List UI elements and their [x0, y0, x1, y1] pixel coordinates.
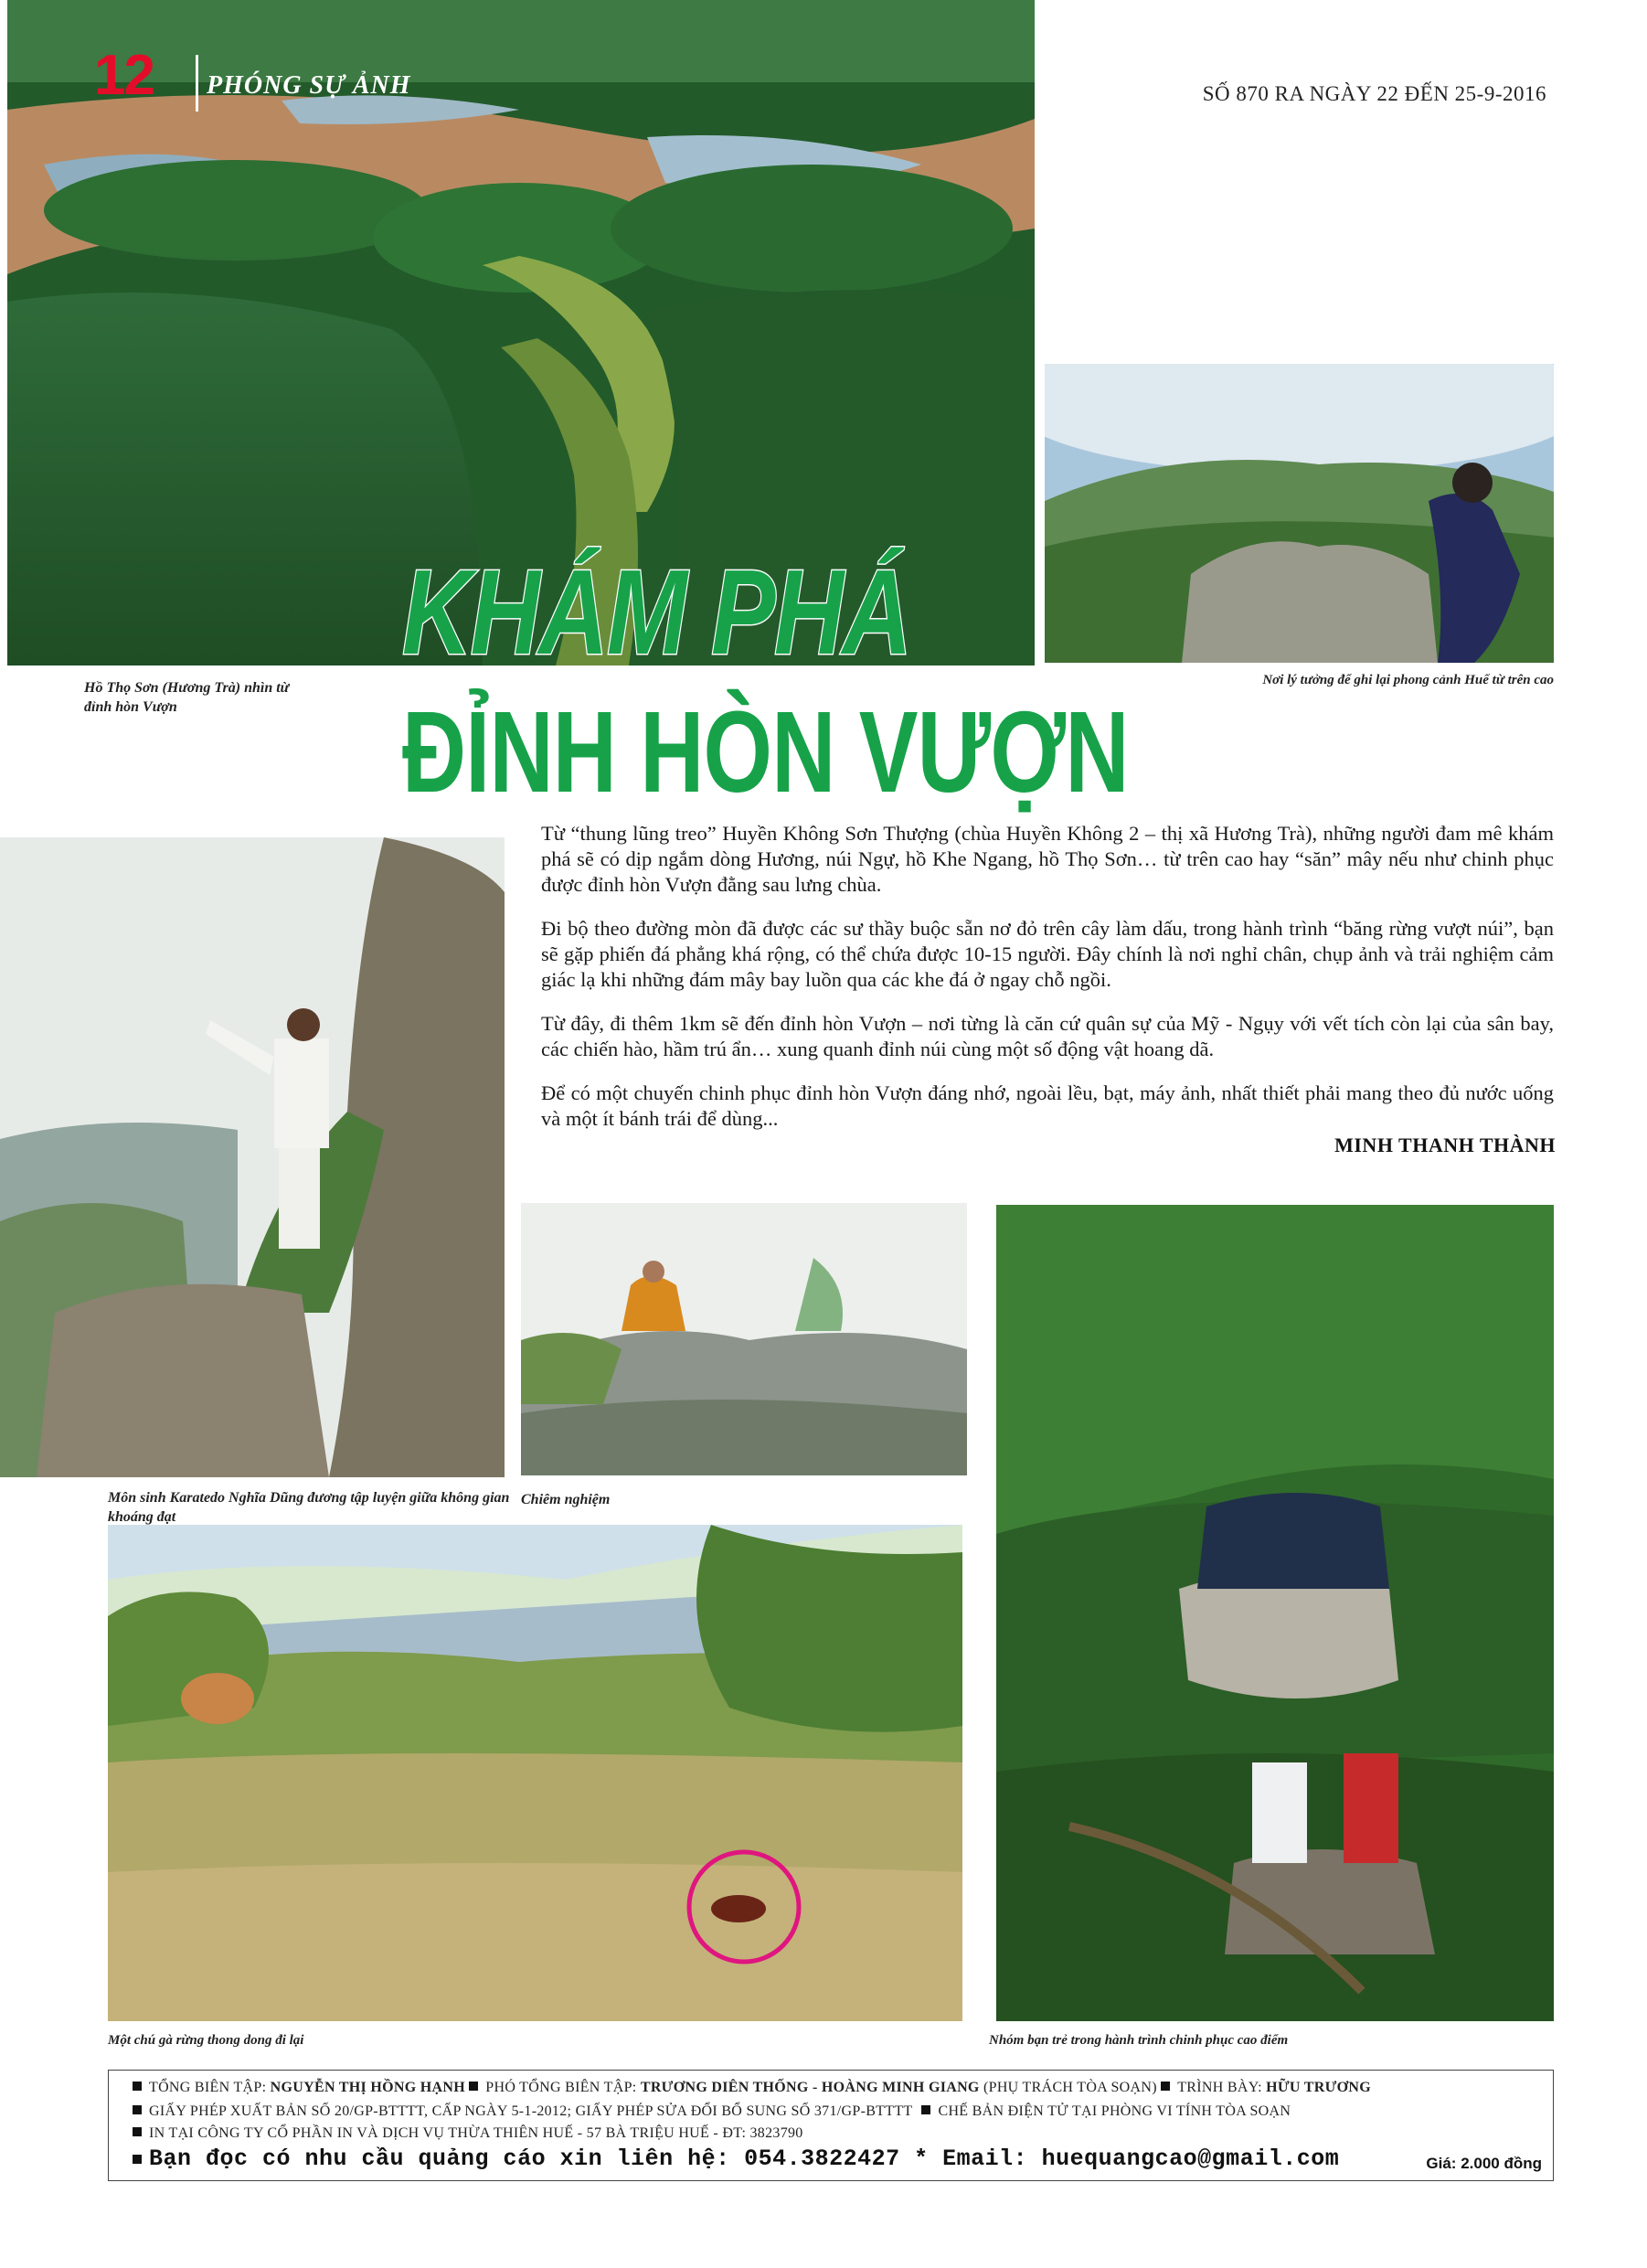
page-number: 12 [94, 44, 154, 107]
photographer-photo [1045, 364, 1554, 663]
bullet-square [133, 2105, 142, 2114]
label-deputy-editor: PHÓ TỔNG BIÊN TẬP: [485, 2080, 637, 2095]
caption-chicken: Một chú gà rừng thong dong đi lại [108, 2033, 304, 2048]
bullet-square [133, 2082, 142, 2091]
chicken-photo [108, 1525, 962, 2021]
bullet-square [133, 2127, 142, 2136]
price: Giá: 2.000 đồng [1426, 2155, 1542, 2172]
article-body [541, 821, 1554, 1150]
caption-karate: Môn sinh Karatedo Nghĩa Dũng đương tập luyện giữa không gian khoáng đạt [108, 1490, 510, 1525]
bullet-square [469, 2082, 478, 2091]
issue-info: SỐ 870 RA NGÀY 22 ĐẾN 25-9-2016 [1202, 82, 1546, 105]
author: MINH THANH THÀNH [1334, 1134, 1556, 1156]
label-editor-in-chief: TỔNG BIÊN TẬP: [149, 2080, 267, 2095]
article-paragraph: Từ đây, đi thêm 1km sẽ đến đỉnh hòn Vượn – nơi từng là căn cứ quân sự của Mỹ - Ngụy với vết tích còn lại của sân bay, các chiến hào, hầm trú ẩn… xung quanh đỉnh núi cùng một số động vật hoang dã. [541, 1012, 1554, 1060]
group-photo [996, 1205, 1554, 2021]
layout-designer: HỮU TRƯƠNG [1266, 2080, 1371, 2095]
ad-contact-text: Bạn đọc có nhu cầu quảng cáo xin liên hệ: 054.3822427 * Email: huequangcao@gmail.com [149, 2146, 1340, 2172]
typesetting-info: CHẾ BẢN ĐIỆN TỬ TẠI PHÒNG VI TÍNH TÒA SOẠN [938, 2103, 1291, 2119]
article-paragraph: Từ “thung lũng treo” Huyền Không Sơn Thượng (chùa Huyền Không 2 – thị xã Hương Trà), những người đam mê khám phá sẽ có dịp ngắm dòng Hương, núi Ngự, hồ Khe Ngang, hồ Thọ Sơn… từ trên cao hay “săn” mây nếu như chinh phục được đỉnh hòn Vượn đằng sau lưng chùa. [541, 822, 1554, 896]
bullet-square [133, 2155, 142, 2164]
caption-monk: Chiêm nghiệm [521, 1492, 611, 1507]
section-label: PHÓNG SỰ ẢNH [207, 71, 411, 100]
deputy-editors: TRƯƠNG DIÊN THỐNG - HOÀNG MINH GIANG [640, 2080, 980, 2095]
bullet-square [1161, 2082, 1170, 2091]
editor-in-chief: NGUYỄN THỊ HỒNG HẠNH [270, 2080, 465, 2095]
footer-line-license [133, 2103, 1291, 2120]
ad-contact [133, 2146, 1339, 2172]
monk-photo [521, 1203, 967, 1475]
article-paragraph: Để có một chuyến chinh phục đỉnh hòn Vượn đáng nhớ, ngoài lều, bạt, máy ảnh, nhất thiết phải mang theo đủ nước uống và một ít bánh trái để dùng... [541, 1081, 1554, 1130]
header-separator [196, 55, 198, 112]
article-paragraph: Đi bộ theo đường mòn đã được các sư thầy buộc sẵn nơ đỏ trên cây làm dấu, trong hành trình “băng rừng vượt núi”, bạn sẽ gặp phiến đá phẳng khá rộng, có thể chứa được 10-15 người. Đây chính là nơi nghỉ chân, chụp ảnh và trải nghiệm cảm giác lạ khi những đám mây bay luồn qua các khe đá ở ngay chỗ ngồi. [541, 917, 1554, 991]
footer-imprint [108, 2070, 1554, 2181]
bullet-square [921, 2105, 930, 2114]
license-info: GIẤY PHÉP XUẤT BẢN SỐ 20/GP-BTTTT, CẤP NGÀY 5-1-2012; GIẤY PHÉP SỬA ĐỔI BỔ SUNG SỐ 371/GP-BTTTT [149, 2103, 913, 2119]
printer-info: IN TẠI CÔNG TY CỔ PHẦN IN VÀ DỊCH VỤ THỪA THIÊN HUẾ - 57 BÀ TRIỆU HUẾ - ĐT: 3823790 [149, 2125, 803, 2141]
newsroom-note: (PHỤ TRÁCH TÒA SOẠN) [983, 2080, 1157, 2095]
footer-line-printer [133, 2125, 803, 2142]
footer-line-editors [133, 2080, 1371, 2096]
karate-photo [0, 837, 505, 1477]
label-layout: TRÌNH BÀY: [1177, 2080, 1262, 2095]
caption-photographer: Nơi lý tưởng để ghi lại phong cảnh Huế từ trên cao [1262, 673, 1554, 687]
caption-group: Nhóm bạn trẻ trong hành trình chinh phục cao điểm [989, 2033, 1289, 2048]
title-line-2: ĐỈNH HÒN VƯỢN [402, 687, 1129, 816]
caption-lake: Hồ Thọ Sơn (Hương Trà) nhìn từ đỉnh hòn Vượn [84, 680, 290, 715]
title-line-1: KHÁM PHÁ [402, 545, 911, 679]
